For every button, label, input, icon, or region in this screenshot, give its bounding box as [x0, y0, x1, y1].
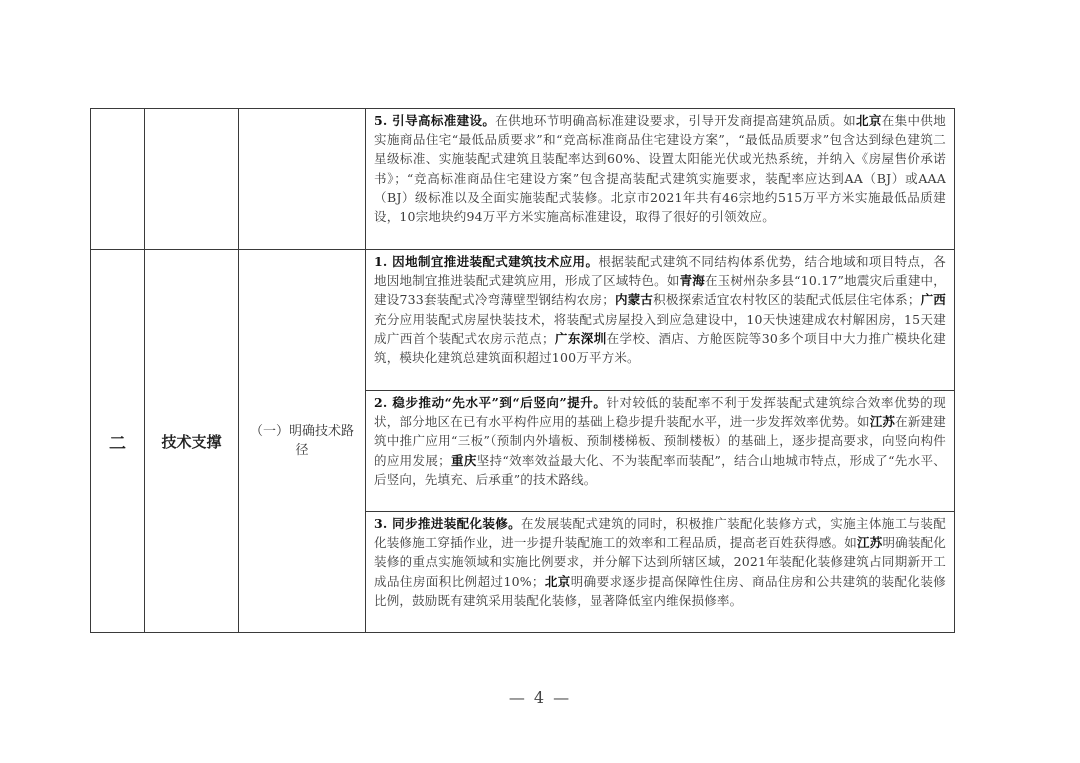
section-category: 技术支撑	[161, 432, 222, 451]
item-5-region-beijing: 北京	[855, 113, 882, 128]
item-1-text-5: 在学校、酒店、方舱医院等30多个项目中大力推广模块化建筑，模块化建筑总建筑面积超过100万平方米。	[374, 330, 946, 366]
item-1-region-guangxi: 广西	[920, 292, 946, 308]
section-subcategory-cell	[239, 250, 366, 633]
item-2-content	[366, 391, 955, 512]
item-5-title: 5. 引导高标准建设。	[374, 113, 496, 128]
item-1-region-shenzhen: 广东深圳	[554, 330, 607, 346]
item-3-text-1: 在发展装配式建筑的同时，积极推广装配化装修方式，实施主体施工与装配化装修施工穿插作业，进一步提升装配施工的效率和工程品质，提高老百姓获得感。如	[374, 516, 946, 551]
section-number-cell	[91, 250, 145, 633]
item-1-text-2: 在玉树州杂多县“10.17”地震灾后重建中，建设733套装配式冷弯薄壁型钢结构农房；	[374, 273, 946, 308]
item-2-text-2: 在新建建筑中推广应用“三板”（预制内外墙板、预制楼梯板、预制楼板）的基础上，逐步提高要求，向竖向构件的应用发展；	[374, 414, 946, 468]
category-cell-empty	[145, 109, 239, 250]
item-1-text-4: 充分应用装配式房屋快装技术，将装配式房屋投入到应急建设中，10天快速建成农村解困房，15天建成广西首个装配式农房示范点；	[374, 311, 946, 346]
item-5-content	[366, 109, 955, 250]
subcategory-cell-empty	[239, 109, 366, 250]
item-5-text-2: 在集中供地实施商品住宅“最低品质要求”和“竞高标准商品住宅建设方案”，“最低品质要求”包含达到绿色建筑二星级标准、实施装配式建筑且装配率达到60%、设置太阳能光伏或光热系统，并纳入《房屋售价承诺书》；“竞高标准商品住宅建设方案”包含提高装配式建筑实施要求，装配率应达到AA（BJ）或AAA（BJ）级标准以及全面实施装配式装修。北京市2021年共有46宗地约515万平方米实施最低品质建设，10宗地块约94万平方米实施高标准建设，取得了很好的引领效应。	[374, 113, 946, 225]
item-3-text-3: 明确要求逐步提高保障性住房、商品住房和公共建筑的装配化装修比例，鼓励既有建筑采用装配化装修，显著降低室内维保损修率。	[374, 573, 946, 608]
item-1-title: 1. 因地制宜推进装配式建筑技术应用。	[374, 254, 599, 269]
page-number: — 4 —	[508, 688, 572, 707]
section-category-cell	[145, 250, 239, 633]
item-3-text-2: 明确装配化装修的重点实施领域和实施比例要求，并分解下达到所辖区域，2021年装配化装修建筑占同期新开工成品住房面积比例超过10%；	[374, 535, 946, 589]
item-3-title: 3. 同步推进装配化装修。	[374, 516, 522, 531]
number-cell-empty	[91, 109, 145, 250]
item-2-text-3: 坚持“效率效益最大化、不为装配率而装配”，结合山地城市特点，形成了“先水平、后竖向，先填充、后承重”的技术路线。	[374, 452, 946, 487]
item-3-region-beijing: 北京	[544, 573, 571, 589]
item-1-content	[366, 250, 955, 391]
item-3-content	[366, 512, 955, 633]
item-5-text-1: 在供地环节明确高标准建设要求，引导开发商提高建筑品质。如	[495, 113, 856, 128]
item-1-text-1: 根据装配式建筑不同结构体系优势，结合地域和项目特点，各地因地制宜推进装配式建筑应用，形成了区域特色。如	[374, 254, 947, 289]
policy-table	[90, 108, 955, 633]
item-3-region-jiangsu: 江苏	[857, 535, 883, 551]
item-2-text-1: 针对较低的装配率不利于发挥装配式建筑综合效率优势的现状，部分地区在已有水平构件应用的基础上稳步提升装配水平，进一步发挥效率优势。如	[374, 395, 946, 430]
table-row	[91, 109, 955, 250]
item-1-region-neimenggu: 内蒙古	[614, 292, 654, 308]
item-2-title: 2. 稳步推动“先水平”到“后竖向”提升。	[374, 395, 607, 410]
item-2-region-jiangsu: 江苏	[869, 414, 896, 430]
item-1-text-3: 积极探索适宜农村牧区的装配式低层住宅体系；	[653, 292, 921, 308]
table-row	[91, 250, 955, 391]
item-2-region-chongqing: 重庆	[450, 452, 477, 468]
section-subcategory: （一）明确技术路径	[249, 424, 354, 458]
item-1-region-qinghai: 青海	[679, 273, 706, 289]
section-number: 二	[109, 433, 126, 454]
